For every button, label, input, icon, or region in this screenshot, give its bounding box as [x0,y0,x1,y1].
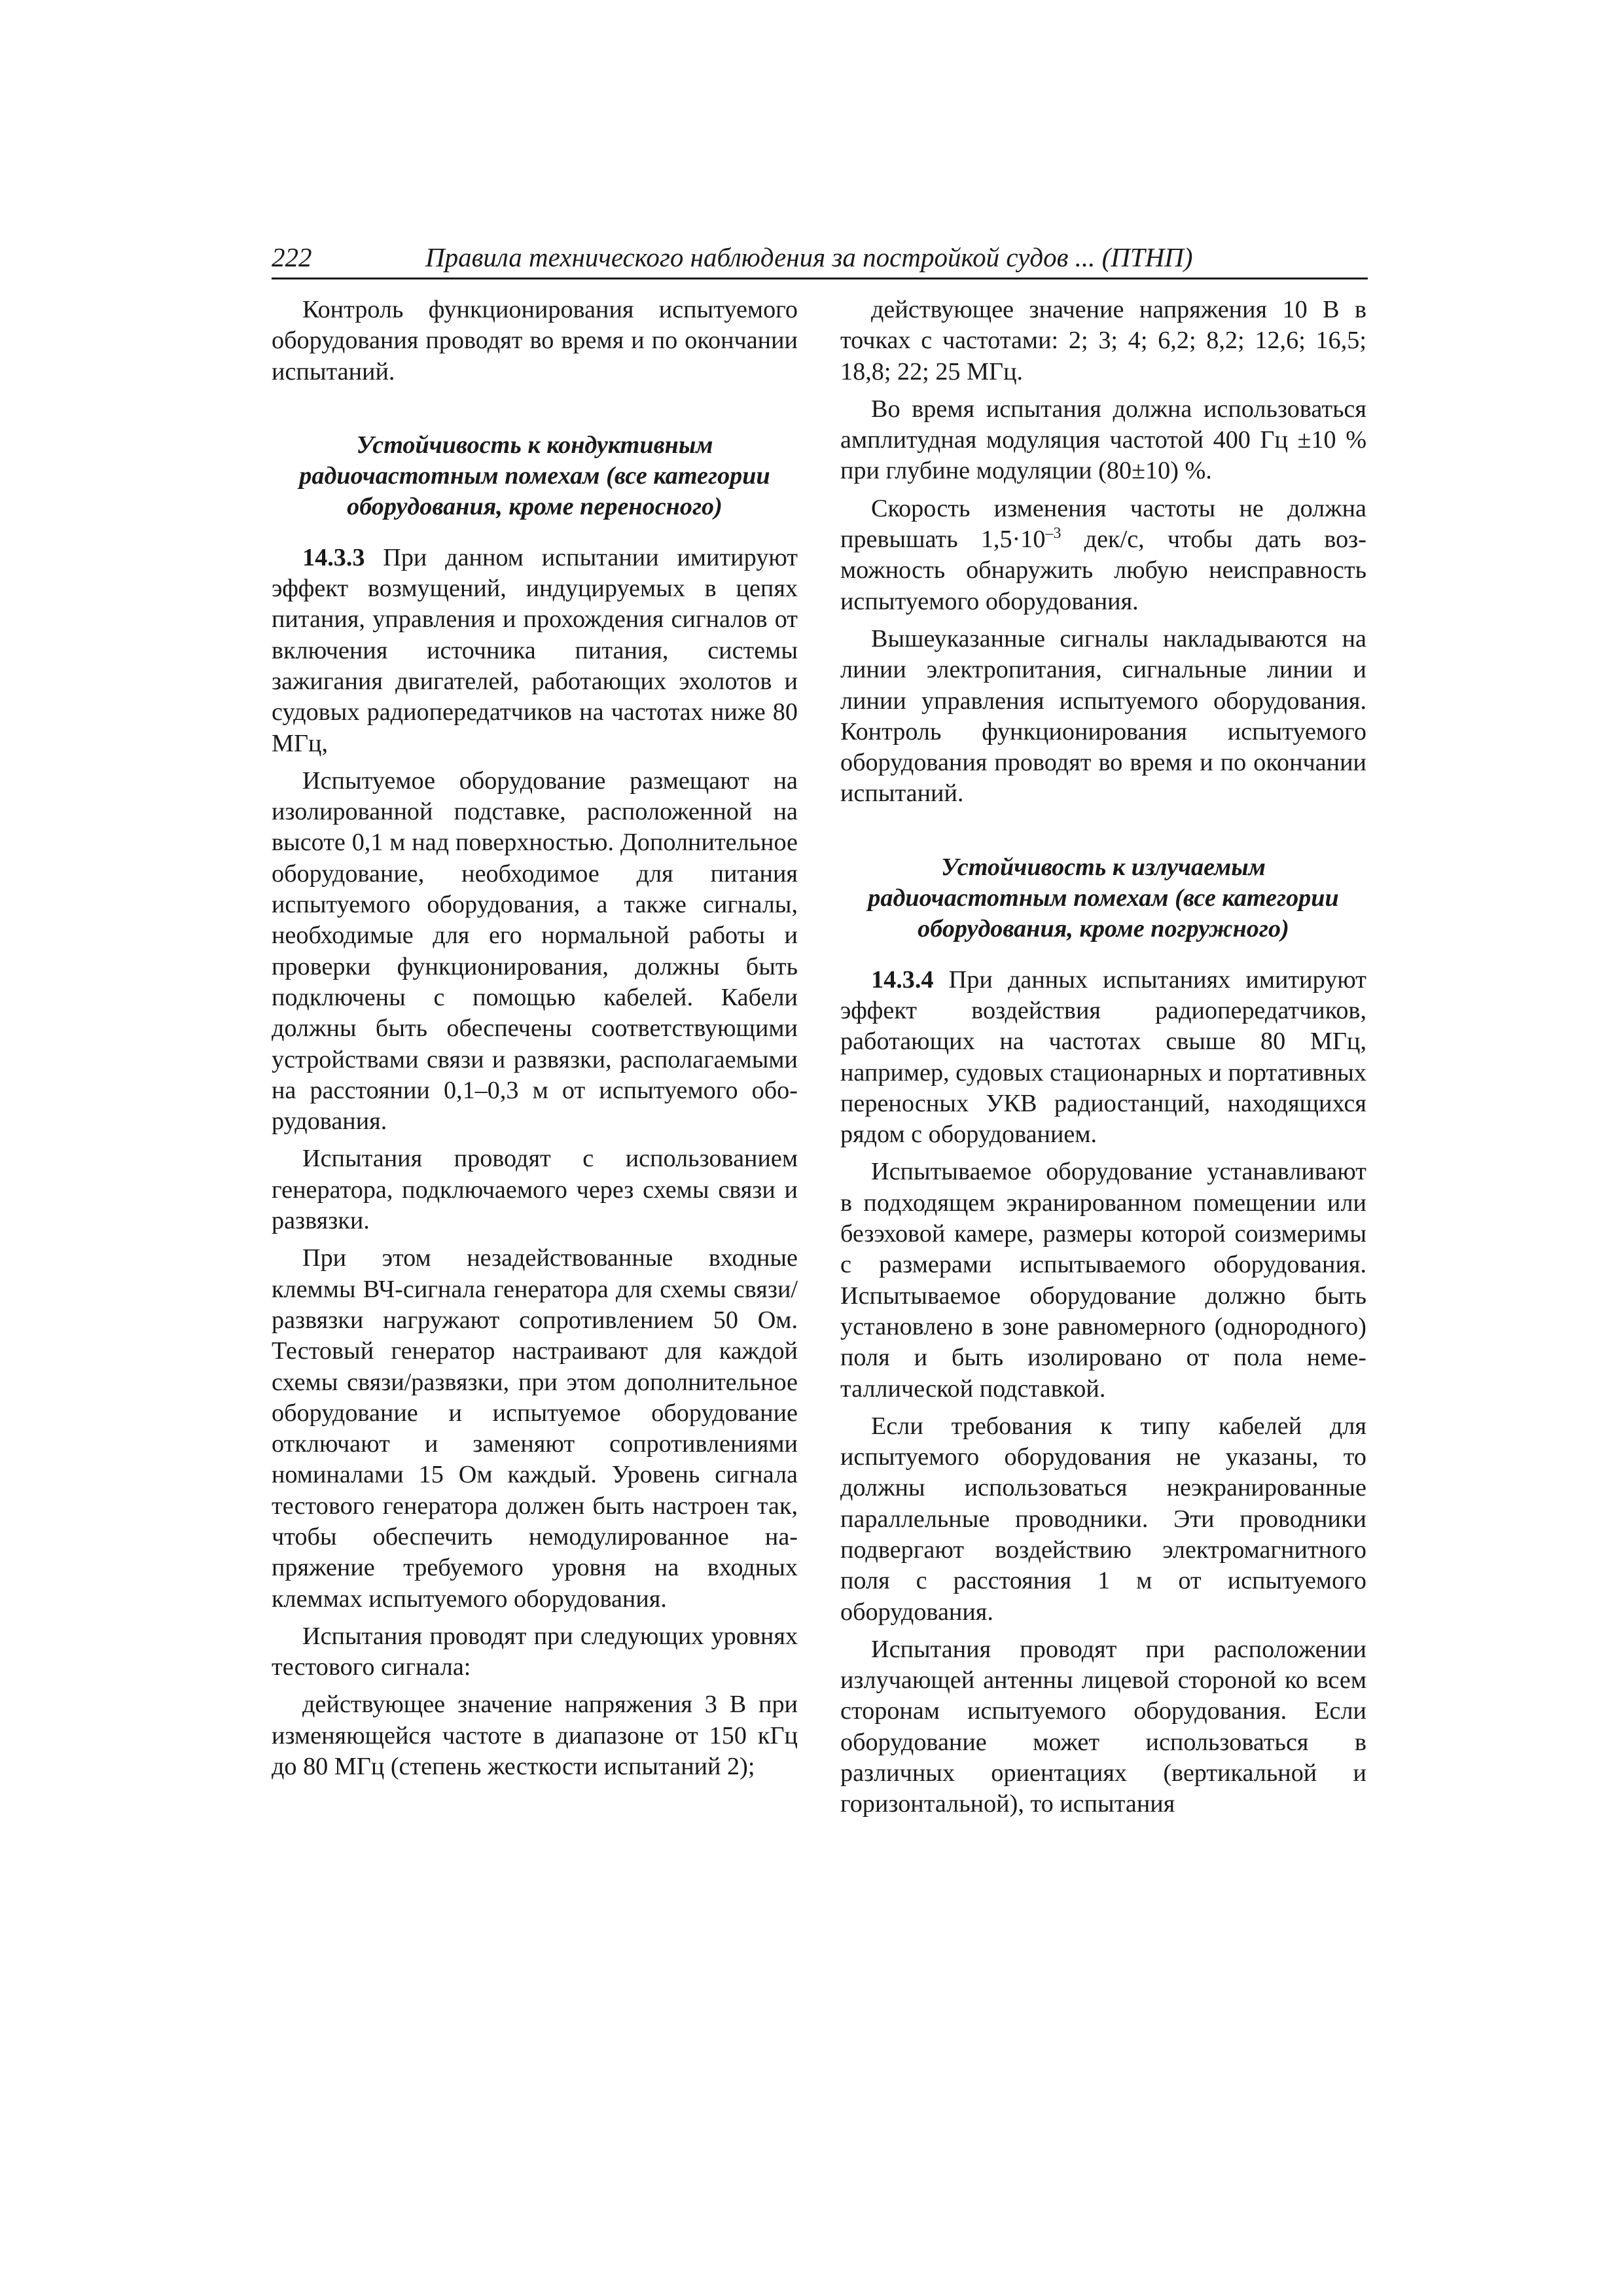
page-number: 222 [272,242,312,272]
paragraph: Испытания проводят при расположении излучающей антенны лицевой стороной ко всем сторонам испытуемого оборудования. Если оборудование может использоваться в различных ориентациях (вертикальной и горизонтальной), то испытания [840,1635,1366,1818]
clause-number: 14.3.4 [871,965,934,994]
clause-paragraph [840,965,1366,1151]
paragraph: При этом незадействованные входные клеммы ВЧ-сигнала генератора для схемы связи/развязки нагружают сопротивлением 50 Ом. Тестовый генератор настраивают для каждой схемы связи/развязки, при этом дополнительное оборудование и испытуемое оборудование отключают и заменяют сопротивлениями номиналами 15 Ом каждый. Уровень сигнала тестового генератора должен быть настроен так, чтобы обеспечить немодулированное напряжение требуемого уровня на входных клеммах испытуемого оборудования. [272,1244,798,1613]
paragraph: Испытуемое оборудование размещают на изолированной подставке, расположенной на высоте 0,1 м над поверхностью. Дополнительное оборудование, необходимое для питания испытуемого оборудования, а также сигналы, необходимые для его нормальной работы и проверки функционирования, должны быть подключены с помощью кабелей. Кабели должны быть обеспечены соответствующими устройствами связи и развязки, располагаемыми на расстоянии 0,1–0,3 м от испытуемого оборудования. [272,766,798,1136]
paragraph: Вышеуказанные сигналы накладываются на линии электропитания, сигнальные линии и линии управления испытуемого оборудования. Контроль функционирования испытуемого оборудования проводят во время и по окончании испытаний. [840,624,1366,808]
left-column [272,295,798,1789]
section-heading: Устойчивость к излучаемым радиочастотным помехам (все категории оборудования, кроме погружного) [868,853,1339,943]
text-run: Скорость изменения частоты не должна превышать 1,5·10 [840,494,1366,554]
paragraph: Испытываемое оборудование устанавливают в подходящем экранированном помещении или безэховой камере, размеры которой соизмеримы с размерами испытываемого оборудования. Испытываемое оборудование должно быть установлено в зоне равномерного (однородного) поля и быть изолировано от пола неметаллической подставкой. [840,1158,1366,1403]
paragraph: Испытания проводят при следующих уровнях тестового сигнала: [272,1622,798,1681]
right-column [840,295,1366,1827]
text-run: дек/с, чтобы дать возможность обнаружить любую неисправность испытуемого оборудования. [840,526,1366,615]
paragraph: Если требования к типу кабелей для испытуемого оборудования не указаны, то должны использоваться неэкранированные параллельные проводники. Эти проводники подвергают воздействию электромагнитного поля с расстояния 1 м от испытуемого оборудования. [840,1412,1366,1626]
clause-text: При данных испытаниях имитируют эффект воздействия радиопередатчиков, работающих на частотах свыше 80 МГц, например, судовых стационарных и портативных переносных УКВ радиостанций, находящихся рядом с оборудованием. [840,965,1366,1149]
clause-text: При данном испытании имитируют эффект возмущений, индуцируемых в цепях питания, управления и прохождения сигналов от включения источника питания, системы зажигания двигателей, работающих эхолотов и судовых радиопередатчиков на частотах ниже 80 МГц, [272,543,798,757]
clause-paragraph [272,543,798,759]
clause-number: 14.3.3 [302,543,365,571]
paragraph: Во время испытания должна использоваться амплитудная модуляция частотой 400 Гц ±10 % при глубине модуляции (80±10) %. [840,395,1366,485]
exponent: –3 [1045,525,1061,543]
paragraph: действующее значение напряжения 10 В в точках с частотами: 2; 3; 4; 6,2; 8,2; 12,6; 16,5; 18,8; 22; 25 МГц. [840,296,1366,386]
paragraph: действующее значение напряжения 3 В при изменяющейся частоте в диапазоне от 150 кГц до 80 МГц (степень жесткости испытаний 2); [272,1691,798,1781]
paragraph: Контроль функционирования испытуемого оборудования проводят во время и по окончании испытаний. [272,296,798,386]
running-header [272,240,1368,279]
paragraph [840,493,1366,617]
book-title: Правила технического наблюдения за постройкой судов ... (ПТНП) [425,242,1193,272]
section-heading: Устойчивость к кондуктивным радиочастотным помехам (все категории оборудования, кроме переносного) [299,431,770,521]
paragraph: Испытания проводят с использованием генератора, подключаемого через схемы связи и развязки. [272,1145,798,1235]
